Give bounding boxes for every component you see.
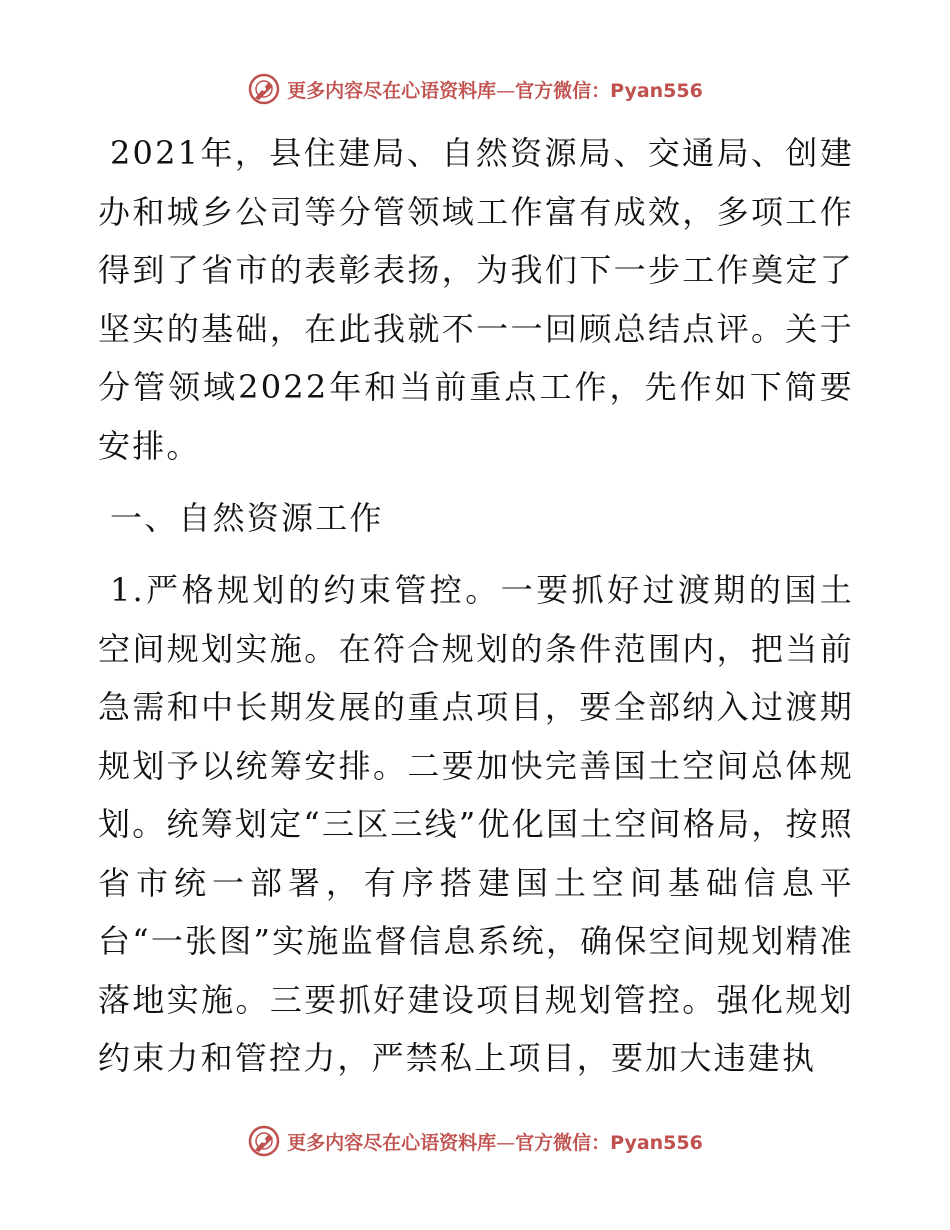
- section-paragraph: 1.严格规划的约束管控。一要抓好过渡期的国土空间规划实施。在符合规划的条件范围内，把当前急需和中长期发展的重点项目，要全部纳入过渡期规划予以统筹安排。二要加快完善国土空间总体规划。统筹划定“三区三线”优化国土空间格局，按照省市统一部署，有序搭建国土空间基础信息平台“一张图”实施监督信息系统，确保空间规划精准落地实施。三要抓好建设项目规划管控。强化规划约束力和管控力，严禁私上项目，要加大违建执: [98, 571, 854, 1077]
- watermark-banner-top: [0, 72, 950, 106]
- watermark-text: 更多内容尽在心语资料库—官方微信：Pyan556: [287, 1131, 703, 1154]
- watermark-text: 更多内容尽在心语资料库—官方微信：Pyan556: [287, 79, 703, 102]
- pen-nib-circle-icon: [247, 72, 281, 106]
- pen-nib-circle-icon: [247, 1124, 281, 1158]
- watermark-banner-bottom: [0, 1124, 950, 1158]
- document-body: [98, 124, 854, 1102]
- intro-paragraph: 2021年，县住建局、自然资源局、交通局、创建办和城乡公司等分管领域工作富有成效，多项工作得到了省市的表彰表扬，为我们下一步工作奠定了坚实的基础，在此我就不一一回顾总结点评。关于分管领域2022年和当前重点工作，先作如下简要安排。: [98, 134, 854, 465]
- section-heading: 一、自然资源工作: [110, 499, 384, 537]
